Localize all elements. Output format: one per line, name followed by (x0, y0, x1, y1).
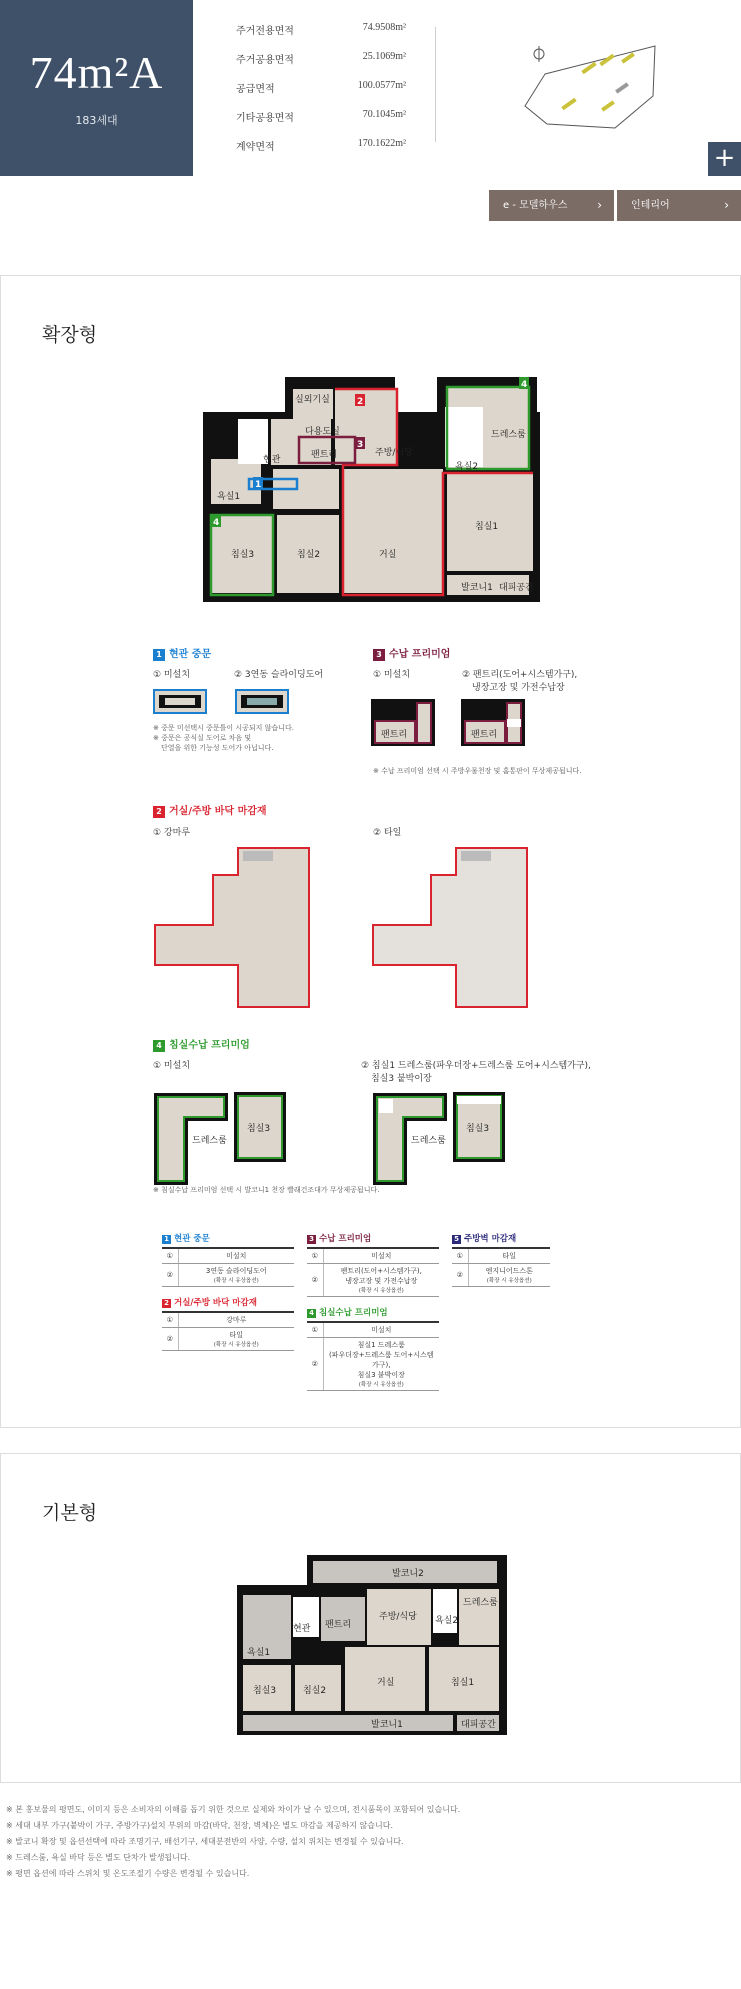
svg-text:침실2: 침실2 (297, 550, 321, 560)
summary-5-title: 5 주방벽 마감재 (452, 1232, 516, 1244)
svg-text:욕실2: 욕실2 (455, 462, 479, 472)
expand-plus-button[interactable]: + (708, 142, 741, 176)
svg-text:발코니1: 발코니1 (371, 1720, 403, 1730)
option-4-title: 4 침실수납 프리미엄 (153, 1036, 250, 1052)
summary-5-table: ① 타일 ② 엔지니어드스톤 (확장 시 유상옵션) (452, 1247, 550, 1287)
svg-text:2: 2 (357, 397, 364, 407)
option-1-b-plan (235, 689, 290, 715)
area-row: 주거전용면적 74.9508m² (236, 22, 406, 37)
svg-text:침실1: 침실1 (475, 522, 499, 532)
svg-text:주방/식당: 주방/식당 (375, 448, 413, 458)
summary-2-title: 2 거실/주방 바닥 마감재 (162, 1296, 257, 1308)
svg-text:욕실1: 욕실1 (247, 1648, 271, 1658)
option-4-b-bed3-plan (452, 1091, 507, 1163)
section-title: 기본형 (42, 1502, 98, 1524)
interior-button[interactable]: 인테리어 › (617, 190, 741, 221)
svg-text:현관: 현관 (293, 1624, 311, 1634)
area-row: 기타공용면적 70.1045m² (236, 109, 406, 124)
expanded-floor-plan (203, 377, 540, 607)
svg-text:대피공간: 대피공간 (461, 1720, 496, 1730)
option-2-a: ① 강마루 (153, 828, 191, 838)
svg-text:팬트리: 팬트리 (311, 450, 338, 460)
svg-text:발코니1: 발코니1 (461, 583, 493, 593)
option-3-note: ※ 수납 프리미엄 선택 시 주방우물천장 및 홈통판이 무상제공됩니다. (373, 767, 582, 775)
svg-text:거실: 거실 (379, 550, 397, 560)
option-2-b-plan (371, 845, 531, 1010)
svg-text:욕실2: 욕실2 (435, 1616, 459, 1626)
household-count: 183세대 (75, 114, 118, 127)
option-4-b: ② 침실1 드레스룸(파우더장+드레스룸 도어+시스템가구), 침실3 붙박이장 (361, 1061, 591, 1084)
svg-text:드레스룸: 드레스룸 (463, 1598, 498, 1608)
svg-text:침실1: 침실1 (451, 1678, 475, 1688)
summary-4-title: 4 침실수납 프리미엄 (307, 1306, 388, 1318)
option-4-b-dress-plan (371, 1091, 451, 1187)
option-1-a: ① 미설치 (153, 670, 191, 680)
option-4-note: ※ 침실수납 프리미엄 선택 시 발코니1 천장 빨래건조대가 무상제공됩니다. (153, 1186, 380, 1194)
summary-1-table: ① 미설치 ② 3연동 슬라이딩도어 (확장 시 유상옵션) (162, 1247, 294, 1287)
area-row: 공급면적 100.0577m² (236, 80, 406, 95)
svg-text:침실3: 침실3 (231, 550, 255, 560)
e-model-house-button[interactable]: e - 모델하우스 › (489, 190, 614, 221)
option-1-a-plan (153, 689, 208, 715)
svg-text:팬트리: 팬트리 (381, 730, 408, 740)
svg-text:1: 1 (255, 480, 262, 490)
summary-1-title: 1 현관 중문 (162, 1232, 210, 1244)
svg-text:거실: 거실 (377, 1678, 395, 1688)
svg-text:침실2: 침실2 (303, 1686, 327, 1696)
footnotes: ※ 본 홍보물의 평면도, 이미지 등은 소비자의 이해를 돕기 위한 것으로 실제와 차이가 날 수 있으며, 전시품목이 포함되어 있습니다. ※ 세대 내부 가구(붙박이 가구, 주방가구)설치 부위의 마감(바닥, 천장, 벽체)은 별도 마감을 제공하지 않습니다. ※ 발코니 확장 및 옵션선택에 따라 조명기구, 배선기구, 세대분전반의 사양, 수량, 설치 위치는 변경될 수 있습니다. ※ 드레스룸, 욕실 바닥 등은 별도 단차가 발생됩니다. ※ 평면 옵션에 따라 스위치 및 온도조절기 수량은 변경될 수 있습니다. (6, 1805, 461, 1878)
unit-type-label: 74m²A (29, 47, 164, 98)
svg-text:침실3: 침실3 (247, 1124, 271, 1134)
option-3-b-plan (461, 699, 526, 747)
svg-text:현관: 현관 (263, 455, 281, 465)
svg-text:팬트리: 팬트리 (471, 730, 498, 740)
svg-text:실외기실: 실외기실 (295, 395, 330, 405)
option-3-a: ① 미설치 (373, 670, 411, 680)
svg-text:팬트리: 팬트리 (325, 1620, 352, 1630)
svg-text:드레스룸: 드레스룸 (192, 1136, 227, 1146)
option-4-a-bed3-plan (233, 1091, 288, 1163)
svg-text:침실3: 침실3 (466, 1124, 490, 1134)
section-title: 확장형 (42, 324, 98, 346)
svg-text:발코니2: 발코니2 (392, 1569, 424, 1579)
option-2-b: ② 타일 (373, 828, 402, 838)
chevron-right-icon: › (597, 198, 602, 212)
svg-text:4: 4 (521, 380, 528, 390)
option-1-title: 1 현관 중문 (153, 645, 211, 661)
option-4-a-dress-plan (152, 1091, 232, 1187)
option-1-b: ② 3연동 슬라이딩도어 (234, 670, 324, 680)
area-table (236, 22, 406, 167)
summary-4-table: ① 미설치 ② 침실1 드레스룸 (파우더장+드레스룸 도어+시스템가구), 침실3 붙박이장 (확장 시 유상옵션) (307, 1321, 439, 1391)
svg-text:대피공간: 대피공간 (499, 583, 534, 593)
svg-text:욕실1: 욕실1 (217, 492, 241, 502)
unit-type-card (0, 0, 193, 176)
option-4-a: ① 미설치 (153, 1061, 191, 1071)
option-1-note: ※ 중문 미선택시 중문틀이 시공되지 않습니다. ※ 중문은 공식실 도어로 차음 및 단열을 위한 기능성 도어가 아닙니다. (153, 724, 294, 752)
svg-text:4: 4 (213, 518, 220, 528)
svg-text:주방/식당: 주방/식당 (379, 1612, 417, 1622)
option-3-title: 3 수납 프리미엄 (373, 645, 450, 661)
svg-text:다용도실: 다용도실 (305, 427, 340, 437)
summary-3-table: ① 미설치 ② 팬트리(도어+시스템가구), 냉장고장 및 가전수납장 (확장 시 유상옵션) (307, 1247, 439, 1297)
svg-text:드레스룸: 드레스룸 (411, 1136, 446, 1146)
divider (435, 27, 436, 142)
option-2-title: 2 거실/주방 바닥 마감재 (153, 802, 267, 818)
summary-3-title: 3 수납 프리미엄 (307, 1232, 371, 1244)
basic-floor-plan (237, 1555, 507, 1737)
option-2-a-plan (153, 845, 313, 1010)
area-row: 주거공용면적 25.1069m² (236, 51, 406, 66)
svg-text:3: 3 (357, 440, 364, 450)
option-3-b: ② 팬트리(도어+시스템가구), 냉장고장 및 가전수납장 (462, 670, 578, 693)
area-row: 계약면적 170.1622m² (236, 138, 406, 153)
svg-text:침실3: 침실3 (253, 1686, 277, 1696)
site-map (505, 36, 665, 136)
svg-text:드레스룸: 드레스룸 (491, 430, 526, 440)
chevron-right-icon: › (724, 198, 729, 212)
option-3-a-plan (371, 699, 436, 747)
summary-2-table: ① 강마루 ② 타일 (확장 시 유상옵션) (162, 1311, 294, 1351)
